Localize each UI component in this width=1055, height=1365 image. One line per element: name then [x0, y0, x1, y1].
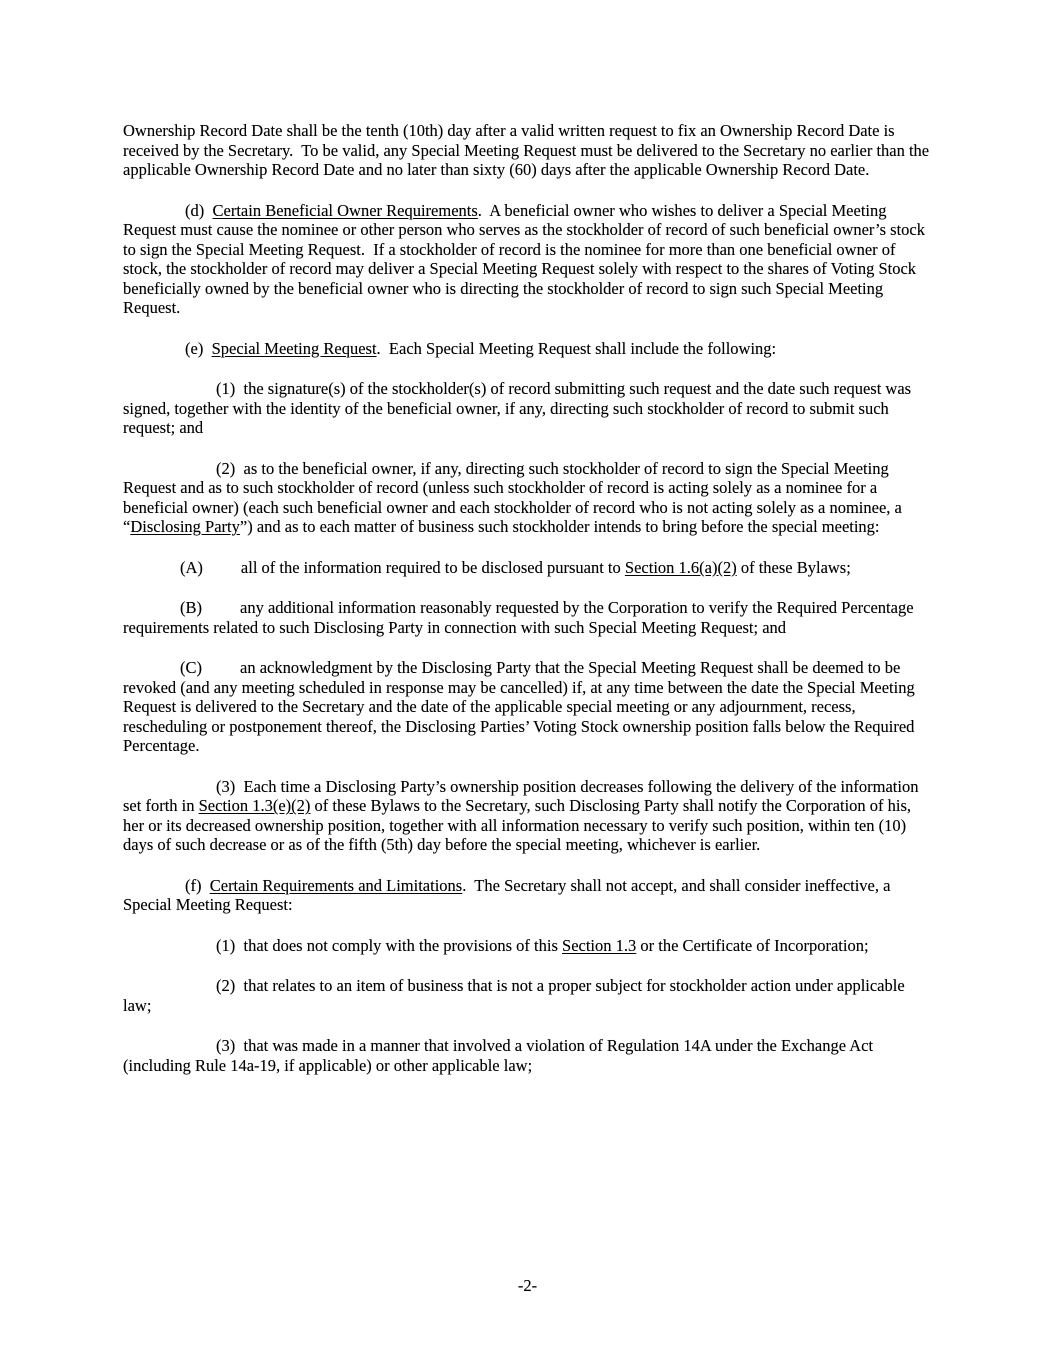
text-run: (A): [180, 557, 203, 577]
paragraph: [123, 976, 930, 1015]
paragraph: [123, 201, 930, 318]
text-run: (C): [180, 658, 202, 677]
text-run: (2) as to the beneficial owner, if any, directing such stockholder of record to sign the Special Meeting Request and as to such stockholder of record (unless such stockholder of record is acting solely as a nominee for a beneficial owner) (each such beneficial owner and each stockholder of record who is not acting solely as a nominee, a “: [123, 458, 906, 536]
text-run: (1) the signature(s) of the stockholder(s) of record submitting such request and the date such request was signed, together with the identity of the beneficial owner, if any, directing such stockholder of record to submit such request; and: [123, 379, 916, 437]
underlined-phrase: Special Meeting Request: [211, 338, 377, 358]
paragraph: [123, 777, 930, 855]
text-run: or the Certificate of Incorporation;: [636, 935, 869, 955]
page-number: -2-: [517, 1276, 538, 1295]
paragraph: [123, 339, 930, 359]
paragraph: [123, 379, 930, 438]
underlined-phrase: Certain Beneficial Owner Requirements: [212, 200, 478, 220]
text-run: all of the information required to be disclosed pursuant to: [240, 557, 625, 577]
text-run: an acknowledgment by the Disclosing Party that the Special Meeting Request shall be deemed to be revoked (and any meeting scheduled in response may be cancelled) if, at any time between the date the Special Meeting Request is delivered to the Secretary and the date of the applicable special meeting or any adjournment, recess, rescheduling or postponement thereof, the Disclosing Parties’ Voting Stock ownership position falls below the Required Percentage.: [123, 658, 919, 755]
paragraph: [123, 1036, 930, 1075]
text-run: (e): [185, 338, 212, 358]
text-run: of these Bylaws to the Secretary, such Disclosing Party shall notify the Corporation of his, her or its decreased ownership position, together with all information necessary to verify such position, within ten (10) days of such decrease or as of the fifth (5th) day before the special meeting, whichever is earlier.: [123, 796, 916, 854]
text-run: (2) that relates to an item of business that is not a proper subject for stockholder action under applicable law;: [123, 976, 909, 1015]
text-run: . The Secretary shall not accept, and shall consider ineffective, a Special Meeting Request:: [123, 875, 895, 914]
text-run: (B): [180, 598, 202, 617]
paragraph: [123, 658, 930, 756]
underlined-phrase: Section 1.3(e)(2): [198, 796, 311, 815]
text-run: (3) that was made in a manner that involved a violation of Regulation 14A under the Exchange Act (including Rule 14a-19, if applicable) or other applicable law;: [123, 1036, 878, 1075]
paragraph: [123, 121, 934, 180]
paragraph: [123, 459, 930, 537]
text-run: (d): [185, 200, 213, 220]
underlined-phrase: Section 1.3: [562, 935, 637, 955]
text-run: (f): [185, 875, 210, 895]
underlined-phrase: Section 1.6(a)(2): [624, 557, 737, 577]
text-run: (1) that does not comply with the provisions of this: [216, 935, 563, 955]
paragraph: [123, 558, 930, 578]
text-run: any additional information reasonably requested by the Corporation to verify the Required Percentage requirements related to such Disclosing Party in connection with such Special Meeting Request; and: [123, 598, 918, 637]
text-run: of these Bylaws;: [736, 557, 851, 577]
document-body: [123, 121, 934, 1075]
underlined-phrase: Certain Requirements and Limitations: [209, 875, 463, 895]
text-run: Ownership Record Date shall be the tenth (10th) day after a valid written request to fix an Ownership Record Date is received by the Secretary. To be valid, any Special Meeting Request must be delivered to the Secretary no earlier than the applicable Ownership Record Date and no later than sixty (60) days after the applicable Ownership Record Date.: [123, 121, 934, 179]
paragraph: [123, 598, 930, 637]
underlined-phrase: Disclosing Party: [130, 517, 240, 536]
text-run: (3) Each time a Disclosing Party’s ownership position decreases following the delivery of the information set forth in: [123, 776, 923, 815]
text-run: . A beneficial owner who wishes to deliver a Special Meeting Request must cause the nominee or other person who serves as the stockholder of record of such beneficial owner’s stock to sign the Special Meeting Request. If a stockholder of record is the nominee for more than one beneficial owner of stock, the stockholder of record may deliver a Special Meeting Request solely with respect to the shares of Voting Stock beneficially owned by the beneficial owner who is directing the stockholder of record to sign such Special Meeting Request.: [123, 200, 930, 317]
paragraph: [123, 936, 930, 956]
paragraph: [123, 876, 930, 915]
text-run: ”) and as to each matter of business such stockholder intends to bring before the special meeting:: [239, 517, 880, 536]
text-run: . Each Special Meeting Request shall include the following:: [376, 338, 777, 358]
